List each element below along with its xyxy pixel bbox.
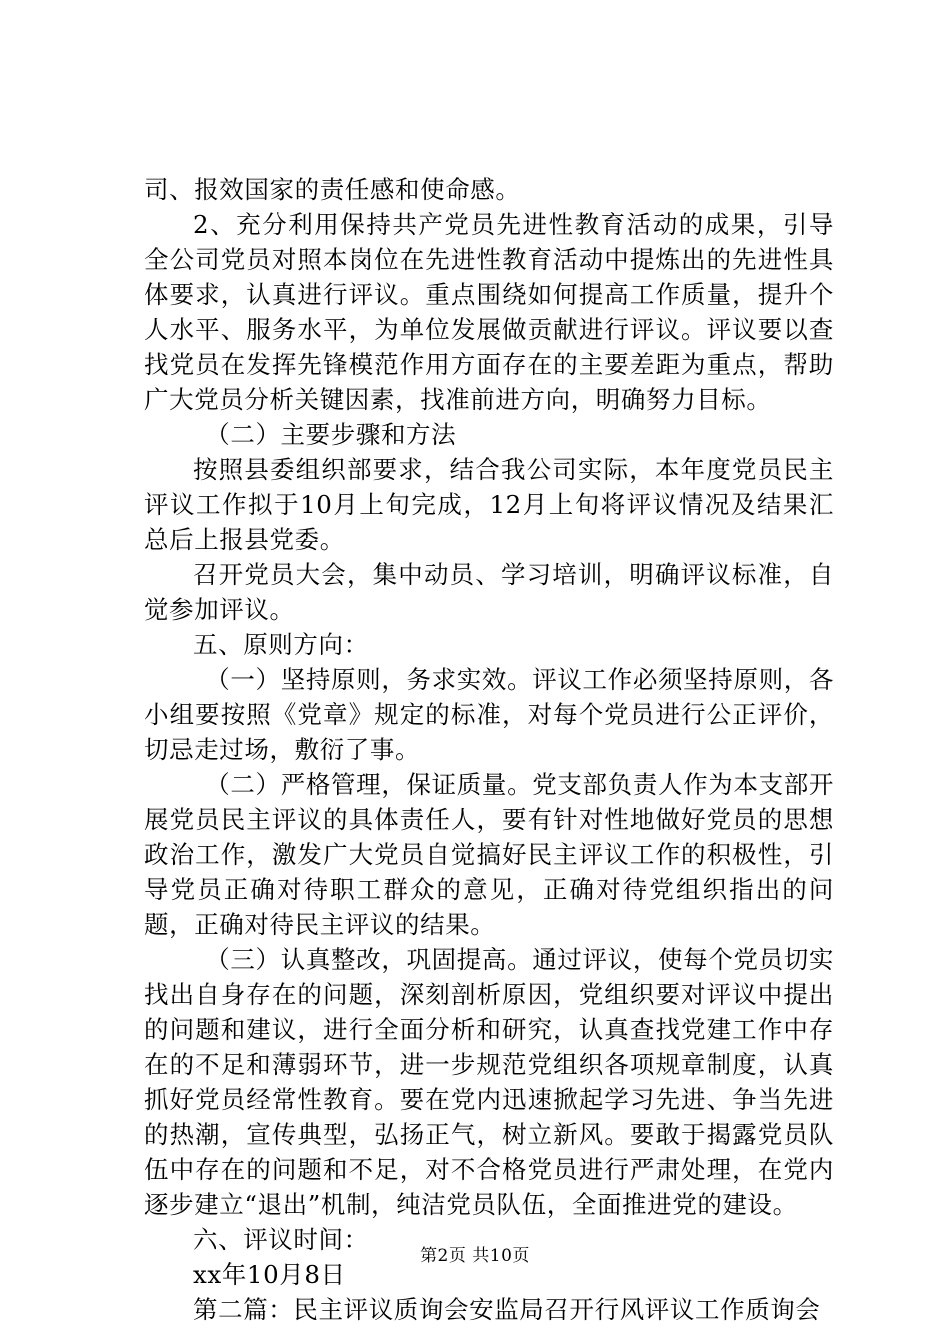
- paragraph-2: 2、充分利用保持共产党员先进性教育活动的成果，引导全公司党员对照本岗位在先进性教育活动中提炼出的先进性具体要求，认真进行评议。重点围绕如何提高工作质量，提升个人水平、服务水平，为单位发展做贡献进行评议。评议要以查找党员在发挥先锋模范作用方面存在的主要差距为重点，帮助广大党员分析关键因素，找准前进方向，明确努力目标。: [144, 210, 834, 414]
- document-body: [144, 172, 834, 1327]
- review-date: xx年10月8日: [193, 1260, 346, 1289]
- page-number-footer: 第2页 共10页: [420, 1246, 530, 1266]
- section-heading-time: 六、评议时间：: [193, 1225, 369, 1254]
- next-article-title: 第二篇：民主评议质询会安监局召开行风评议工作质询会: [193, 1295, 821, 1324]
- principle-3: （三）认真整改，巩固提高。通过评议，使每个党员切实找出自身存在的问题，深刻剖析原因，党组织要对评议中提出的问题和建议，进行全面分析和研究，认真查找党建工作中存在的不足和薄弱环节，进一步规范党组织各项规章制度，认真抓好党员经常性教育。要在党内迅速掀起学习先进、争当先进的热潮，宣传典型，弘扬正气，树立新风。要敢于揭露党员队伍中存在的问题和不足，对不合格党员进行严肃处理，在党内逐步建立“退出”机制，纯洁党员队伍，全面推进党的建设。: [144, 945, 834, 1219]
- principle-1: （一）坚持原则，务求实效。评议工作必须坚持原则，各小组要按照《党章》规定的标准，对每个党员进行公正评价，切忌走过场，敷衍了事。: [144, 665, 834, 764]
- paragraph-3: 按照县委组织部要求，结合我公司实际，本年度党员民主评议工作拟于10月上旬完成，12月上旬将评议情况及结果汇总后上报县党委。: [144, 455, 834, 554]
- section-heading-principles: 五、原则方向：: [193, 630, 369, 659]
- section-heading-steps: （二）主要步骤和方法: [205, 420, 457, 449]
- paragraph-1: 司、报效国家的责任感和使命感。: [144, 175, 521, 204]
- paragraph-4: 召开党员大会，集中动员、学习培训，明确评议标准，自觉参加评议。: [144, 560, 834, 624]
- principle-2: （二）严格管理，保证质量。党支部负责人作为本支部开展党员民主评议的具体责任人，要有针对性地做好党员的思想政治工作，激发广大党员自觉搞好民主评议工作的积极性，引导党员正确对待职工群众的意见，正确对待党组织指出的问题，正确对待民主评议的结果。: [144, 770, 834, 939]
